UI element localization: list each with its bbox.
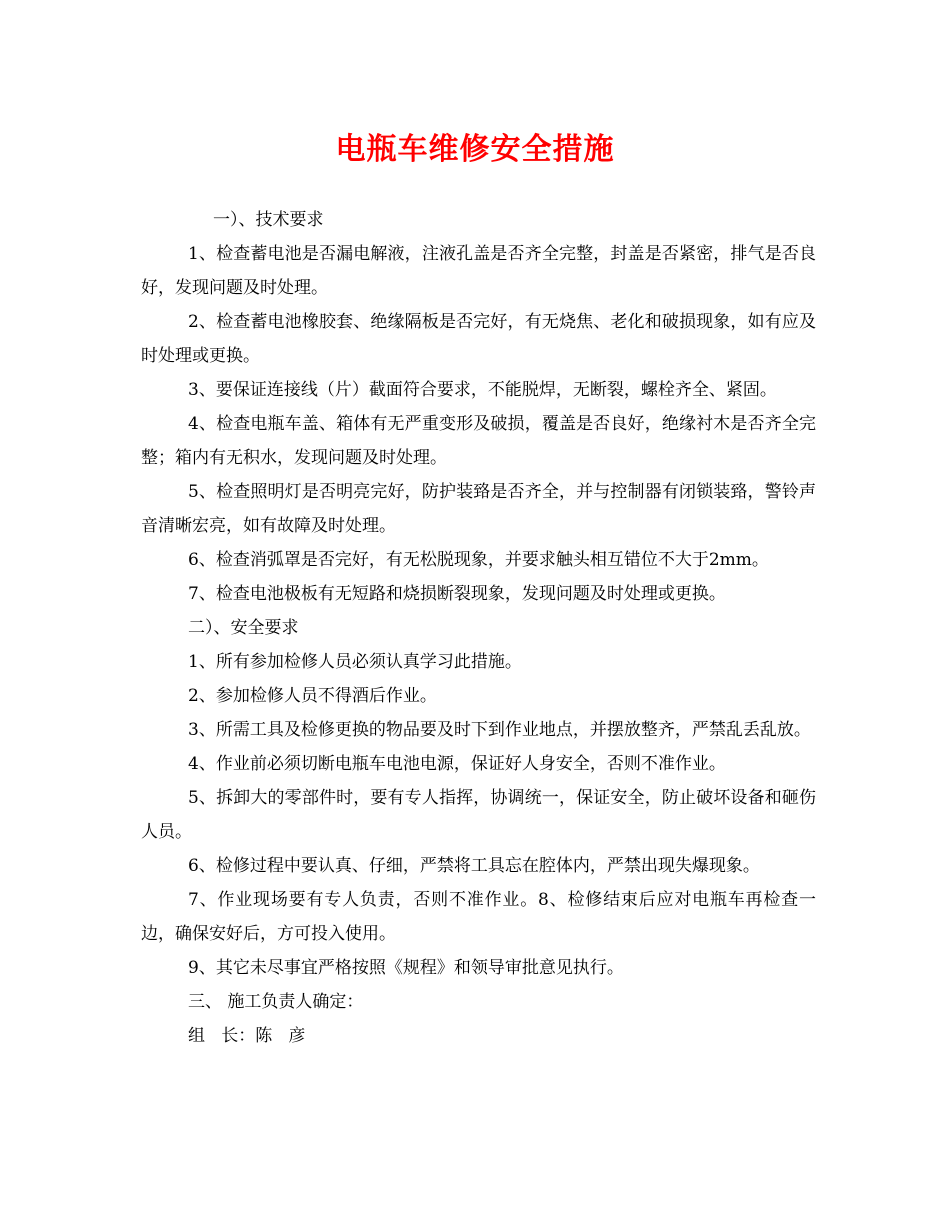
technical-item-4: 4、检查电瓶车盖、箱体有无严重变形及破损，覆盖是否良好，绝缘衬木是否齐全完整；箱内有无积水，发现问题及时处理。 bbox=[141, 414, 816, 468]
technical-item-7: 7、检查电池极板有无短路和烧损断裂现象，发现问题及时处理或更换。 bbox=[188, 584, 726, 604]
safety-item-1: 1、所有参加检修人员必须认真学习此措施。 bbox=[188, 652, 522, 672]
safety-item-6: 6、检修过程中要认真、仔细，严禁将工具忘在腔体内，严禁出现失爆现象。 bbox=[188, 856, 760, 876]
document-title: 电瓶车维修安全措施 bbox=[335, 132, 615, 167]
technical-item-6: 6、检查消弧罩是否完好，有无松脱现象，并要求触头相互错位不大于2mm。 bbox=[188, 550, 769, 570]
safety-item-5: 5、拆卸大的零部件时，要有专人指挥，协调统一，保证安全，防止破坏设备和砸伤人员。 bbox=[141, 788, 816, 842]
section-heading-technical: 一）、技术要求 bbox=[213, 210, 324, 230]
safety-item-9: 9、其它未尽事宜严格按照《规程》和领导审批意见执行。 bbox=[188, 958, 624, 978]
safety-item-4: 4、作业前必须切断电瓶车电池电源，保证好人身安全，否则不准作业。 bbox=[188, 754, 726, 774]
document-body bbox=[141, 203, 816, 1053]
technical-item-1: 1、检查蓄电池是否漏电解液，注液孔盖是否齐全完整，封盖是否紧密，排气是否良好，发现问题及时处理。 bbox=[141, 244, 816, 298]
section-heading-safety: 二）、安全要求 bbox=[188, 618, 299, 638]
technical-item-3: 3、要保证连接线（片）截面符合要求，不能脱焊，无断裂，螺栓齐全、紧固。 bbox=[188, 380, 777, 400]
section-heading-responsible: 三、 施工负责人确定： bbox=[188, 992, 364, 1012]
technical-item-5: 5、检查照明灯是否明亮完好，防护装臵是否齐全，并与控制器有闭锁装臵，警铃声音清晰宏亮，如有故障及时处理。 bbox=[141, 482, 816, 536]
safety-item-3: 3、所需工具及检修更换的物品要及时下到作业地点，并摆放整齐，严禁乱丢乱放。 bbox=[188, 720, 811, 740]
technical-item-2: 2、检查蓄电池橡胶套、绝缘隔板是否完好，有无烧焦、老化和破损现象，如有应及时处理或更换。 bbox=[141, 312, 816, 366]
safety-item-2: 2、参加检修人员不得酒后作业。 bbox=[188, 686, 437, 706]
safety-item-7: 7、作业现场要有专人负责，否则不准作业。8、检修结束后应对电瓶车再检查一边，确保安好后，方可投入使用。 bbox=[141, 890, 816, 944]
leader-line: 组 长：陈 彦 bbox=[188, 1026, 306, 1046]
